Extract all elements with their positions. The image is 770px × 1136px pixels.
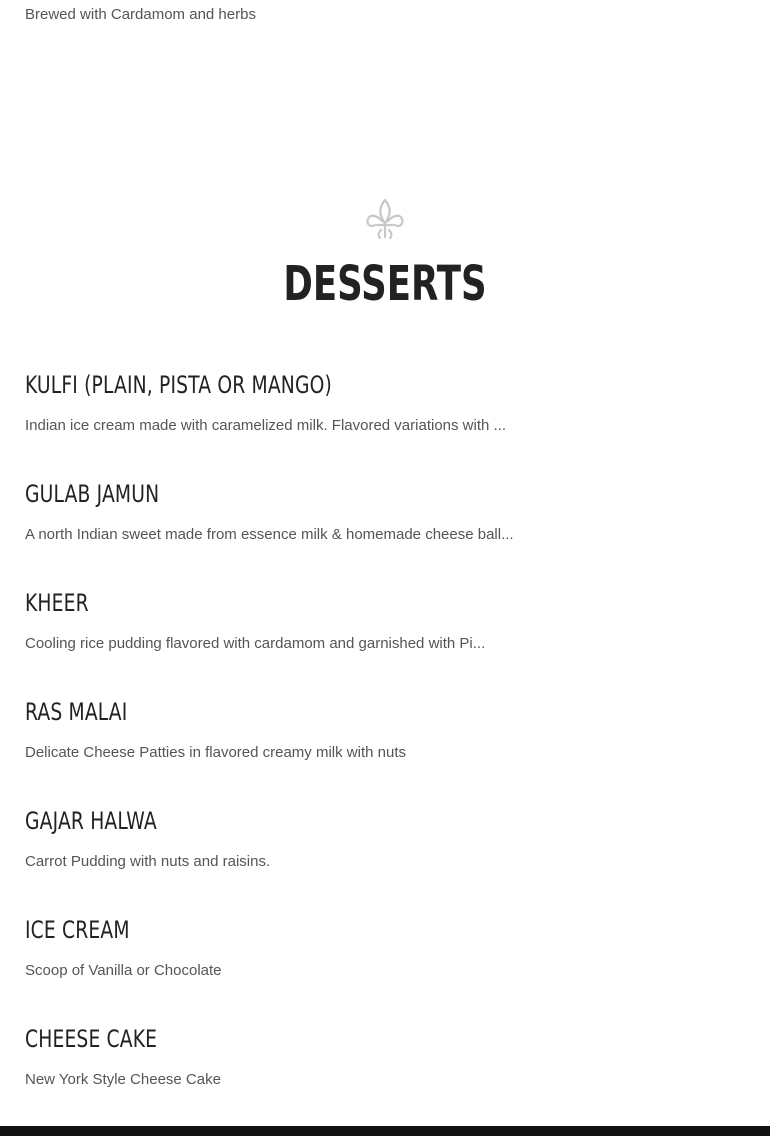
section-title: DESSERTS	[283, 256, 487, 312]
menu-item-description: Cooling rice pudding flavored with cardamom and garnished with Pi...	[25, 635, 486, 652]
menu-item	[25, 582, 745, 691]
menu-item-name: GAJAR HALWA	[25, 807, 157, 835]
menu-item	[25, 909, 745, 1018]
menu-item-description: Indian ice cream made with caramelized milk. Flavored variations with ...	[25, 417, 507, 434]
fleur-de-lis-icon	[364, 197, 406, 241]
menu-item-description: Carrot Pudding with nuts and raisins.	[25, 853, 271, 870]
menu-item	[25, 800, 745, 909]
previous-item-description: Brewed with Cardamom and herbs	[25, 6, 256, 23]
menu-item-description: Delicate Cheese Patties in flavored creamy milk with nuts	[25, 744, 406, 761]
menu-item	[25, 473, 745, 582]
menu-item-description: New York Style Cheese Cake	[25, 1071, 221, 1088]
menu-item-name: ICE CREAM	[25, 916, 130, 944]
menu-item-description: A north Indian sweet made from essence milk & homemade cheese ball...	[25, 526, 514, 543]
menu-item	[25, 364, 745, 473]
menu-item	[25, 691, 745, 800]
menu-item-name: GULAB JAMUN	[25, 480, 160, 508]
menu-item-name: KHEER	[25, 589, 89, 617]
menu-item-description: Scoop of Vanilla or Chocolate	[25, 962, 222, 979]
menu-item-name: RAS MALAI	[25, 698, 128, 726]
footer-bar	[0, 1126, 770, 1136]
menu-item-name: KULFI (PLAIN, PISTA OR MANGO)	[25, 371, 332, 399]
dessert-list	[25, 364, 745, 1127]
menu-item	[25, 1018, 745, 1127]
menu-item-name: CHEESE CAKE	[25, 1025, 158, 1053]
